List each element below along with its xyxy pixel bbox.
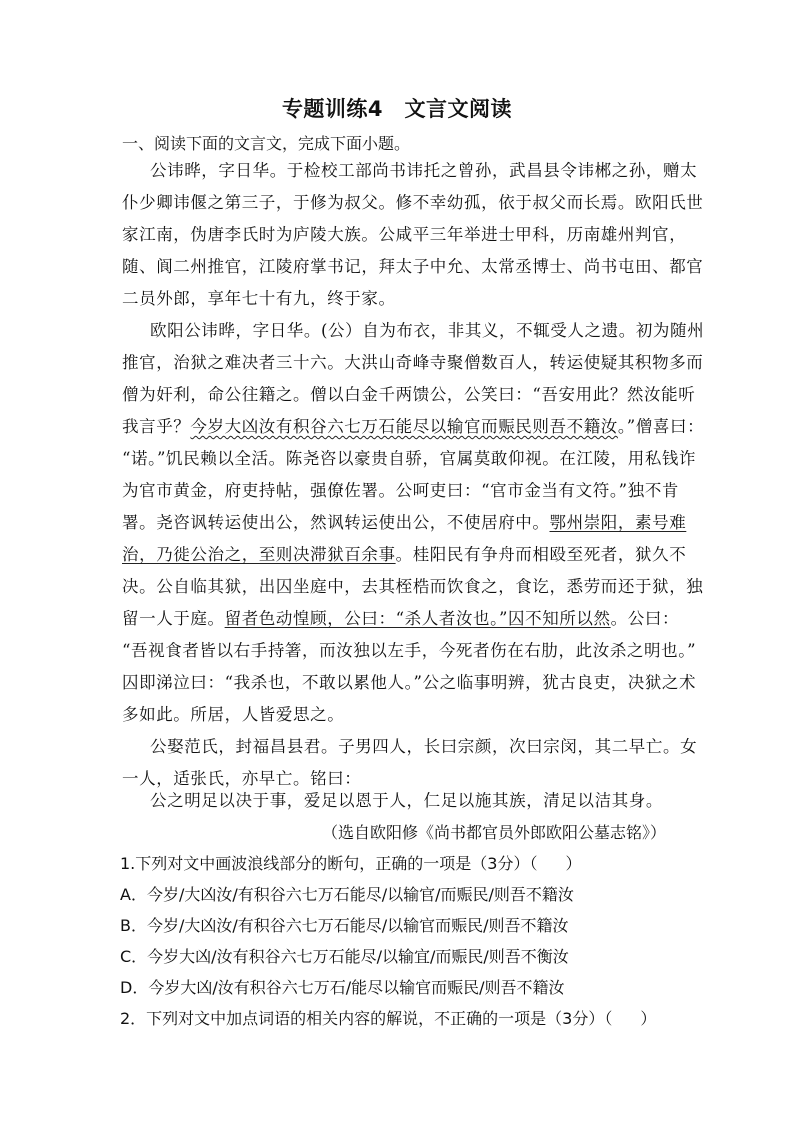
passage-line: [122, 513, 686, 533]
passage-line: 随、阆二州推官，江陵府掌书记，拜太子中允、太常丞博士、尚书屯田、都官: [122, 257, 704, 276]
passage-text: 留一人于庭。: [122, 609, 225, 628]
section-intro: 一、阅读下面的文言文，完成下面小题。: [122, 134, 411, 153]
wavy-underlined-sentence: 今岁大凶汝有积谷六七万石能尽以输官而赈民则吾不籍汝: [190, 417, 618, 436]
option-d: D．今岁大凶/汝有积谷六七万石/能尽以输官而赈民/则吾不籍汝: [120, 978, 565, 997]
option-a: A．今岁/大凶汝/有积谷六七万石能尽/以输官/而赈民/则吾不籍汝: [120, 885, 574, 904]
passage-text: 我言乎？: [122, 417, 191, 436]
page-title: 专题训练4 文言文阅读: [281, 97, 513, 121]
question-1: 1.下列对文中画波浪线部分的断句，正确的一项是（3分）（ ）: [120, 854, 582, 873]
passage-line: 一人，适张氏，亦早亡。铭曰：: [122, 769, 362, 788]
passage-line: 多如此。所居，人皆爱思之。: [122, 705, 345, 724]
underlined-sentence: 鄂州崇阳，素号难: [549, 513, 687, 532]
passage-line: 囚即涕泣曰：“我杀也，不敢以累他人。”公之临事明辨，犹古良吏，决狱之术: [122, 673, 697, 692]
passage-line: “吾视食者皆以右手持箸，而汝独以左手，今死者伤在右肋，此汝杀之明也。”: [122, 641, 697, 660]
passage-text: 署。尧咨讽转运使出公，然讽转运使出公，不使居府中。: [122, 513, 550, 532]
passage-line: 公讳晔，字日华。于检校工部尚书讳托之曾孙，武昌县令讳郴之孙，赠太: [150, 161, 698, 180]
passage-line: “诺。”饥民赖以全活。陈尧咨以豪贵自骄，官属莫敢仰视。在江陵，用私钱诈: [122, 449, 697, 468]
passage-line: 仆少卿讳偃之第三子，于修为叔父。修不幸幼孤，依于叔父而长焉。欧阳氏世: [122, 193, 704, 212]
question-2: 2．下列对文中加点词语的相关内容的解说，不正确的一项是（3分）（ ）: [120, 1009, 657, 1028]
passage-line: 推官，治狱之难决者三十六。大洪山奇峰寺聚僧数百人，转运使疑其积物多而: [122, 353, 704, 372]
passage-line: 二员外郎，享年七十有九，终于家。: [122, 289, 396, 308]
passage-line: [122, 417, 704, 437]
passage-text: 。”僧喜曰：: [617, 417, 705, 436]
option-b: B．今岁/大凶汝/有积谷六七万石能尽/以输官而赈民/则吾不籍汝: [120, 916, 569, 935]
passage-text: 。公曰：: [610, 609, 680, 628]
passage-line: 欧阳公讳晔，字日华。(公）自为布衣，非其义，不辄受人之遗。初为随州: [150, 321, 705, 340]
passage-line: 决。公自临其狱，出囚坐庭中，去其桎梏而饮食之，食讫，悉劳而还于狱，独: [122, 577, 704, 596]
passage-line: 僧为奸利，命公往籍之。僧以白金千两馈公，公笑曰：“吾安用此？然汝能听: [122, 385, 696, 404]
passage-line: 家江南，伪唐李氏时为庐陵大族。公咸平三年举进士甲科，历南雄州判官，: [122, 225, 687, 244]
option-c: C．今岁大凶/汝有积谷六七万石能尽/以输宜/而赈民/则吾不衡汝: [120, 947, 569, 966]
underlined-sentence: 留者色动惶顾，公曰：“杀人者汝也。”囚不知所以然: [224, 609, 611, 628]
passage-line: [122, 545, 686, 565]
passage-line: [122, 609, 679, 629]
source-citation: （选自欧阳修《尚书都官员外郎欧阳公墓志铭》）: [321, 823, 666, 842]
inscription-line: 公之明足以决于事，爱足以恩于人，仁足以施其族，清足以洁其身。: [150, 791, 663, 810]
underlined-sentence: 治，乃徙公治之，至则决滞狱百余事: [122, 545, 396, 564]
passage-text: 。桂阳民有争舟而相殴至死者，狱久不: [395, 545, 687, 564]
passage-line: 为官市黄金，府吏持帖，强僚佐署。公呵吏曰：“官市金当有文符。”独不肯: [122, 481, 680, 500]
passage-line: 公娶范氏，封福昌县君。子男四人，长曰宗颜，次曰宗闵，其二早亡。女: [150, 737, 698, 756]
